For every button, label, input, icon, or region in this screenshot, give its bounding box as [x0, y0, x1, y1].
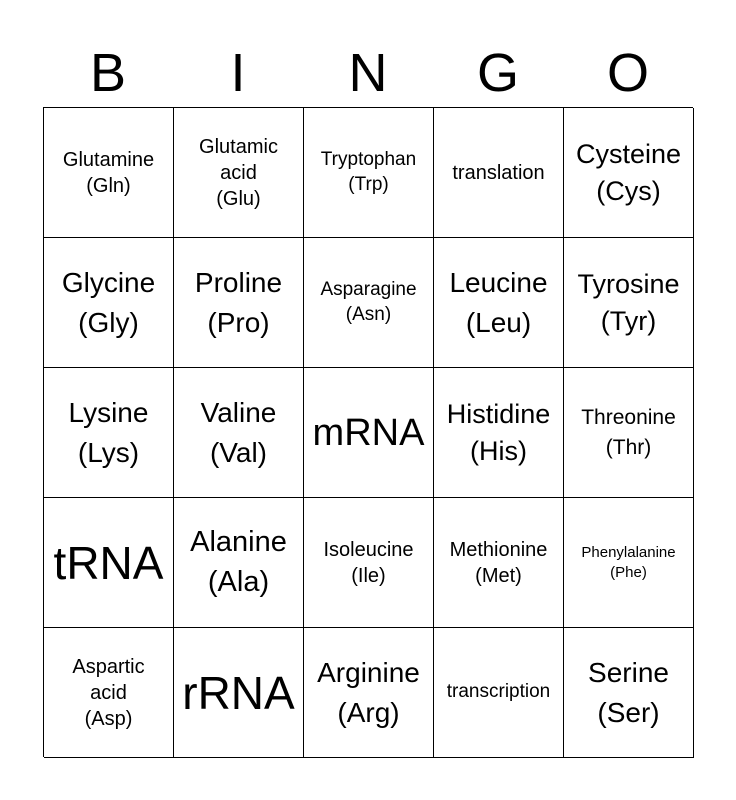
bingo-cell[interactable] [564, 368, 694, 498]
bingo-cell[interactable] [44, 108, 174, 238]
cell-text: Proline (Pro) [194, 267, 283, 338]
cell-text: Asparagine (Asn) [320, 278, 417, 325]
cell-text: mRNA [312, 411, 425, 454]
cell-text: Aspartic acid (Asp) [72, 655, 145, 730]
bingo-cell[interactable] [564, 108, 694, 238]
bingo-cell[interactable] [44, 368, 174, 498]
cell-text: rRNA [182, 666, 295, 719]
bingo-cell[interactable] [564, 238, 694, 368]
bingo-card-grid [43, 107, 693, 757]
cell-text: tRNA [53, 536, 164, 589]
bingo-cell[interactable] [564, 628, 694, 758]
bingo-cell[interactable] [434, 628, 564, 758]
cell-text: Histidine (His) [446, 399, 551, 466]
bingo-cell[interactable] [434, 238, 564, 368]
bingo-cell[interactable] [304, 368, 434, 498]
header-letter-n: N [348, 43, 388, 103]
cell-text: Glycine (Gly) [61, 267, 156, 338]
header-letter-g: G [476, 43, 519, 103]
bingo-cell[interactable] [304, 498, 434, 628]
cell-text: transcription [446, 681, 551, 703]
bingo-cell[interactable] [304, 628, 434, 758]
header-letter-b: B [89, 43, 127, 103]
cell-text: Glutamine (Gln) [62, 148, 155, 197]
cell-text: Glutamic acid (Glu) [199, 135, 278, 210]
bingo-cell[interactable] [174, 108, 304, 238]
cell-text: Isoleucine (Ile) [323, 538, 414, 587]
bingo-cell[interactable] [174, 368, 304, 498]
bingo-cell[interactable] [434, 498, 564, 628]
cell-text: Alanine (Ala) [190, 526, 287, 598]
cell-text: Leucine (Leu) [449, 267, 548, 338]
cell-text: Serine (Ser) [588, 657, 669, 728]
bingo-cell[interactable] [44, 238, 174, 368]
cell-text: translation [452, 161, 545, 184]
header-letter-i: I [230, 43, 246, 103]
bingo-cell[interactable] [44, 628, 174, 758]
cell-text: Tryptophan (Trp) [320, 148, 417, 195]
cell-text: Cysteine (Cys) [575, 139, 682, 206]
bingo-cell[interactable] [44, 498, 174, 628]
cell-text: Arginine (Arg) [317, 657, 420, 728]
bingo-cell[interactable] [174, 498, 304, 628]
bingo-cell[interactable] [304, 238, 434, 368]
cell-text: Lysine (Lys) [68, 397, 149, 468]
header-letter-o: O [606, 43, 649, 103]
bingo-cell[interactable] [174, 238, 304, 368]
bingo-cell[interactable] [304, 108, 434, 238]
cell-text: Phenylalanine (Phe) [581, 544, 676, 581]
bingo-cell[interactable] [174, 628, 304, 758]
cell-text: Valine (Val) [200, 397, 277, 468]
cell-text: Threonine (Thr) [581, 406, 676, 459]
bingo-cell[interactable] [434, 368, 564, 498]
bingo-cell[interactable] [564, 498, 694, 628]
cell-text: Tyrosine (Tyr) [577, 269, 680, 336]
bingo-cell[interactable] [434, 108, 564, 238]
bingo-header [43, 40, 693, 106]
cell-text: Methionine (Met) [449, 538, 548, 587]
